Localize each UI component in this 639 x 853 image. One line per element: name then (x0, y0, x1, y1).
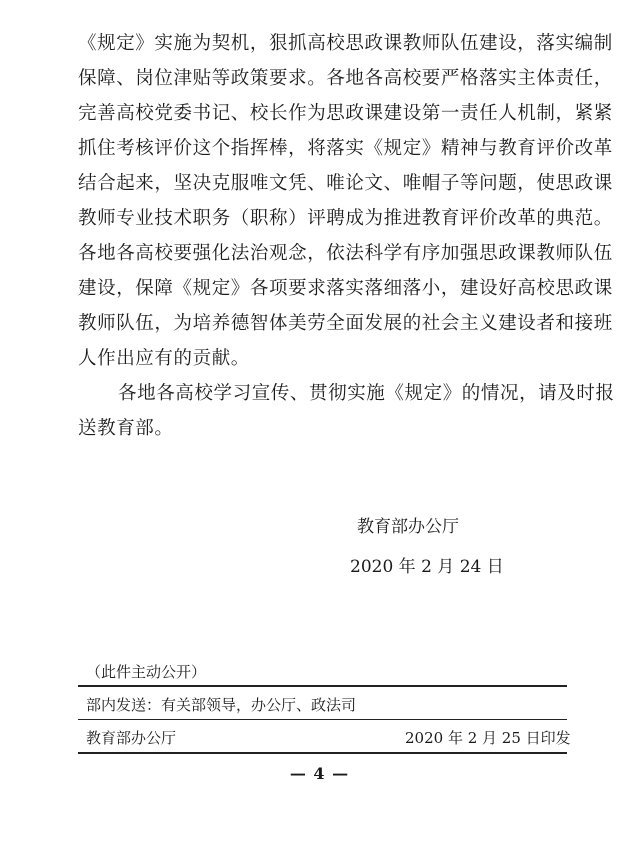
body-line-2: 保障、岗位津贴等政策要求。各地各高校要严格落实主体责任， (78, 68, 613, 89)
closing-line-2: 送教育部。 (78, 418, 174, 439)
body-line-1: 《规定》实施为契机，狠抓高校思政课教师队伍建设，落实编制 (78, 33, 613, 54)
closing-line-1: 各地各高校学习宣传、贯彻实施《规定》的情况，请及时报 (118, 383, 615, 404)
footer-rule-bottom (78, 752, 567, 754)
page-number: — 4 — (289, 764, 350, 783)
body-line-3: 完善高校党委书记、校长作为思政课建设第一责任人机制，紧紧 (78, 103, 613, 124)
footer-rule-top (78, 685, 567, 687)
disclosure-note: （此件主动公开） (86, 663, 207, 681)
body-line-6: 教师专业技术职务（职称）评聘成为推进教育评价改革的典范。 (78, 208, 613, 229)
print-date: 2020 年 2 月 25 日印发 (405, 729, 571, 747)
body-line-4: 抓住考核评价这个指挥棒，将落实《规定》精神与教育评价改革 (78, 138, 613, 159)
signature-date: 2020 年 2 月 24 日 (350, 557, 504, 577)
body-line-7: 各地各高校要强化法治观念，依法科学有序加强思政课教师队伍 (78, 243, 613, 264)
footer-rule-middle (78, 719, 567, 720)
issuer-name: 教育部办公厅 (86, 729, 177, 747)
body-line-9: 教师队伍，为培养德智体美劳全面发展的社会主义建设者和接班 (78, 313, 613, 334)
body-line-8: 建设，保障《规定》各项要求落实落细落小，建设好高校思政课 (78, 278, 613, 299)
body-line-5: 结合起来，坚决克服唯文凭、唯论文、唯帽子等问题，使思政课 (78, 173, 613, 194)
cc-distribution: 部内发送：有关部领导，办公厅、政法司 (86, 696, 357, 714)
body-line-10: 人作出应有的贡献。 (78, 348, 250, 369)
signature-org: 教育部办公厅 (357, 517, 459, 537)
